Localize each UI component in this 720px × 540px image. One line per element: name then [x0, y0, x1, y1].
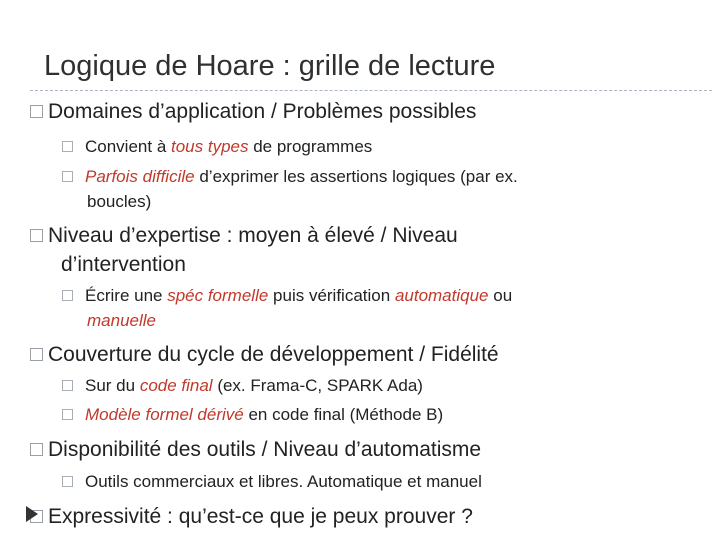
pointer-cursor-icon: [26, 506, 38, 522]
text: d’exprimer les assertions logiques (par ex.: [194, 167, 518, 186]
sub-bullet-continuation: boucles): [87, 192, 152, 211]
bullet-text: Niveau d’expertise : moyen à élevé / Niveau: [48, 224, 458, 247]
text: en code final (Méthode B): [243, 405, 444, 424]
bullet-box-icon: [30, 105, 43, 118]
bullet-text: Domaines d’application / Problèmes possibles: [48, 100, 477, 123]
sub-bullet: [62, 376, 423, 396]
text: de programmes: [248, 137, 373, 156]
text: Écrire une: [85, 286, 168, 305]
sub-bullet-continuation: manuelle: [87, 311, 156, 330]
bullet-text: Couverture du cycle de développement / Fidélité: [48, 343, 499, 366]
sub-bullet: [62, 167, 518, 187]
sub-bullet: [62, 286, 512, 306]
text: Outils commerciaux et libres. Automatique et manuel: [85, 472, 482, 491]
text: ou: [488, 286, 513, 305]
sub-bullet-box-icon: [62, 476, 73, 487]
bullet-expressivite: [30, 505, 473, 529]
text: (ex. Frama-C, SPARK Ada): [212, 376, 423, 395]
bullet-disponibilite: [30, 438, 481, 462]
slide-title: Logique de Hoare : grille de lecture: [44, 50, 496, 82]
emphasis: tous types: [171, 137, 249, 156]
bullet-box-icon: [30, 348, 43, 361]
bullet-text: Expressivité : qu’est-ce que je peux prouver ?: [48, 505, 473, 528]
title-divider: [30, 90, 712, 91]
emphasis: Modèle formel dérivé: [85, 405, 244, 424]
bullet-couverture: [30, 343, 499, 367]
sub-bullet-box-icon: [62, 141, 73, 152]
sub-bullet-box-icon: [62, 409, 73, 420]
bullet-box-icon: [30, 229, 43, 242]
bullet-expertise: [30, 224, 458, 248]
bullet-continuation: d’intervention: [61, 253, 186, 276]
sub-bullet-box-icon: [62, 380, 73, 391]
text: Sur du: [85, 376, 140, 395]
text: Convient à: [85, 137, 171, 156]
sub-bullet-box-icon: [62, 171, 73, 182]
bullet-box-icon: [30, 443, 43, 456]
sub-bullet: [62, 137, 372, 157]
emphasis: Parfois difficile: [85, 167, 195, 186]
emphasis: code final: [139, 376, 213, 395]
sub-bullet: [62, 405, 443, 425]
text: puis vérification: [268, 286, 395, 305]
sub-bullet: [62, 472, 482, 492]
emphasis: spéc formelle: [167, 286, 269, 305]
sub-bullet-box-icon: [62, 290, 73, 301]
bullet-domaines: [30, 100, 476, 124]
bullet-text: Disponibilité des outils / Niveau d’automatisme: [48, 438, 482, 461]
emphasis: automatique: [394, 286, 489, 305]
